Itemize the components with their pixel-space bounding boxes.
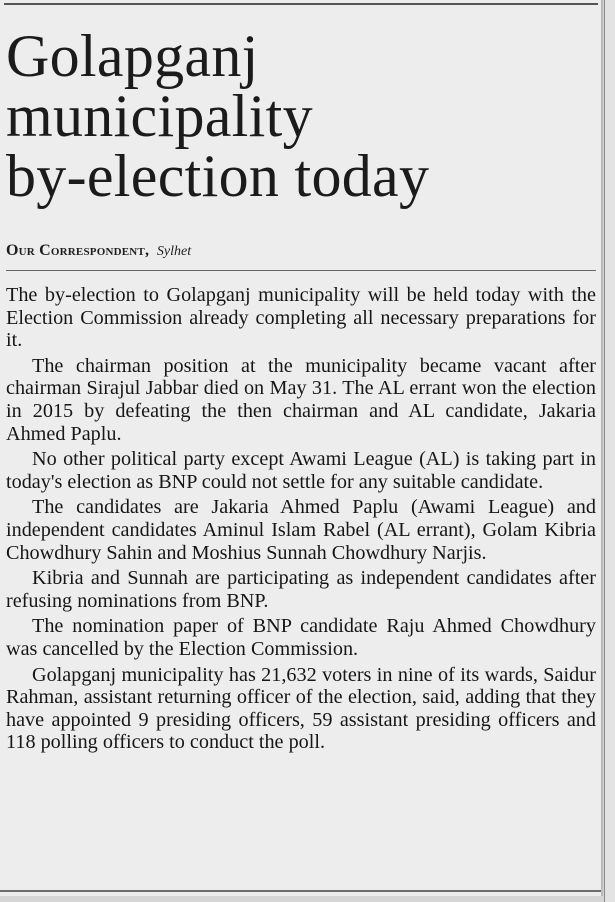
headline-line-3: by-election today [6, 143, 430, 209]
paragraph-7: Golapganj municipality has 21,632 voters in nine of its wards, Saidur Rahman, assistant returning officer of the election, said, adding that they have appointed 9 presiding officers, 59 assistant presiding officers and 118 polling officers to conduct the poll. [6, 663, 596, 754]
headline [6, 23, 596, 209]
top-rule [4, 3, 598, 5]
paragraph-6: The nomination paper of BNP candidate Raju Ahmed Chowdhury was cancelled by the Election Commission. [6, 615, 596, 660]
headline-line-1: Golapganj [6, 23, 259, 89]
paragraph-4: The candidates are Jakaria Ahmed Paplu (Awami League) and independent candidates Aminul Islam Rabel (AL errant), Golam Kibria Chowdhury Sahin and Moshius Sunnah Chowdhury Narjis. [6, 496, 596, 564]
bottom-rule [0, 890, 603, 892]
byline [6, 242, 191, 261]
adjacent-column-edge [604, 0, 615, 902]
paragraph-3: No other political party except Awami League (AL) is taking part in today's election as BNP could not settle for any suitable candidate. [6, 448, 596, 493]
byline-location: Sylhet [156, 244, 192, 259]
byline-rule [6, 270, 596, 271]
paragraph-1: The by-election to Golapganj municipality will be held today with the Election Commission already completing all necessary preparations for it. [6, 284, 596, 352]
headline-line-2: municipality [6, 83, 313, 149]
byline-author: Our Correspondent, [6, 242, 150, 259]
article-body [6, 284, 596, 757]
paragraph-2: The chairman position at the municipality became vacant after chairman Sirajul Jabbar died on May 31. The AL errant won the election in 2015 by defeating the then chairman and AL candidate, Jakaria Ahmed Paplu. [6, 354, 596, 445]
paragraph-5: Kibria and Sunnah are participating as independent candidates after refusing nominations from BNP. [6, 567, 596, 612]
